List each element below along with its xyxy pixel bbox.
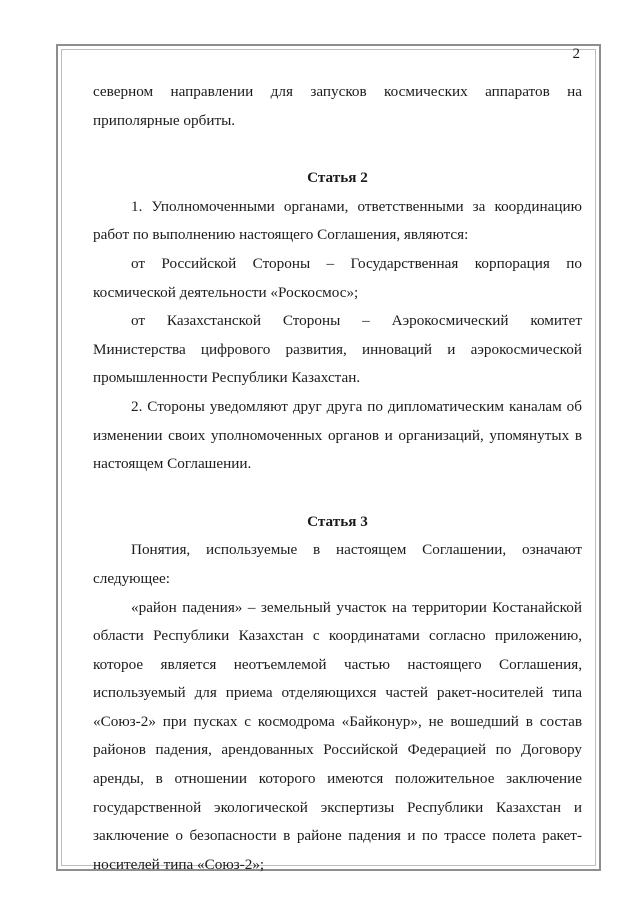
article-2-heading: Статья 2	[307, 169, 368, 187]
article-3-paragraph-1: Понятия, используемые в настоящем Соглашении, означают следующее:	[93, 541, 582, 587]
page-number: 2	[572, 46, 580, 62]
intro-line-2: приполярные орбиты.	[93, 111, 236, 129]
article-2-paragraph-2: от Российской Стороны – Государственная корпорация по космической деятельности «Роскосмос»;	[93, 254, 582, 301]
document-body	[93, 78, 582, 879]
article-2-paragraph-3: от Казахстанской Стороны – Аэрокосмический комитет Министерства цифрового развития, инноваций и аэрокосмической промышленности Республики Казахстан.	[93, 312, 582, 387]
article-3-paragraph-2: «район падения» – земельный участок на территории Костанайской области Республики Казахстан с координатами согласно приложению, которое является неотъемлемой частью настоящего Соглашения, используемый для приема отделяющихся частей ракет-носителей типа «Союз-2» при пусках с космодрома «Байконур», не вошедший в состав районов падения, арендованных Российской Федерацией по Договору аренды, в отношении которого имеются положительное заключение государственной экологической экспертизы Республики Казахстан и заключение о безопасности в районе падения и по трассе полета ракет-носителей типа «Союз-2»;	[93, 598, 582, 873]
intro-line-1: северном направлении для запусков космических аппаратов на	[93, 83, 582, 100]
article-2-paragraph-1: 1. Уполномоченными органами, ответственными за координацию работ по выполнению настоящего Соглашения, являются:	[93, 197, 582, 244]
article-2-paragraph-4: 2. Стороны уведомляют друг друга по дипломатическим каналам об изменении своих уполномоченных органов и организаций, упомянутых в настоящем Соглашении.	[93, 397, 582, 473]
article-3-heading: Статья 3	[307, 512, 368, 530]
